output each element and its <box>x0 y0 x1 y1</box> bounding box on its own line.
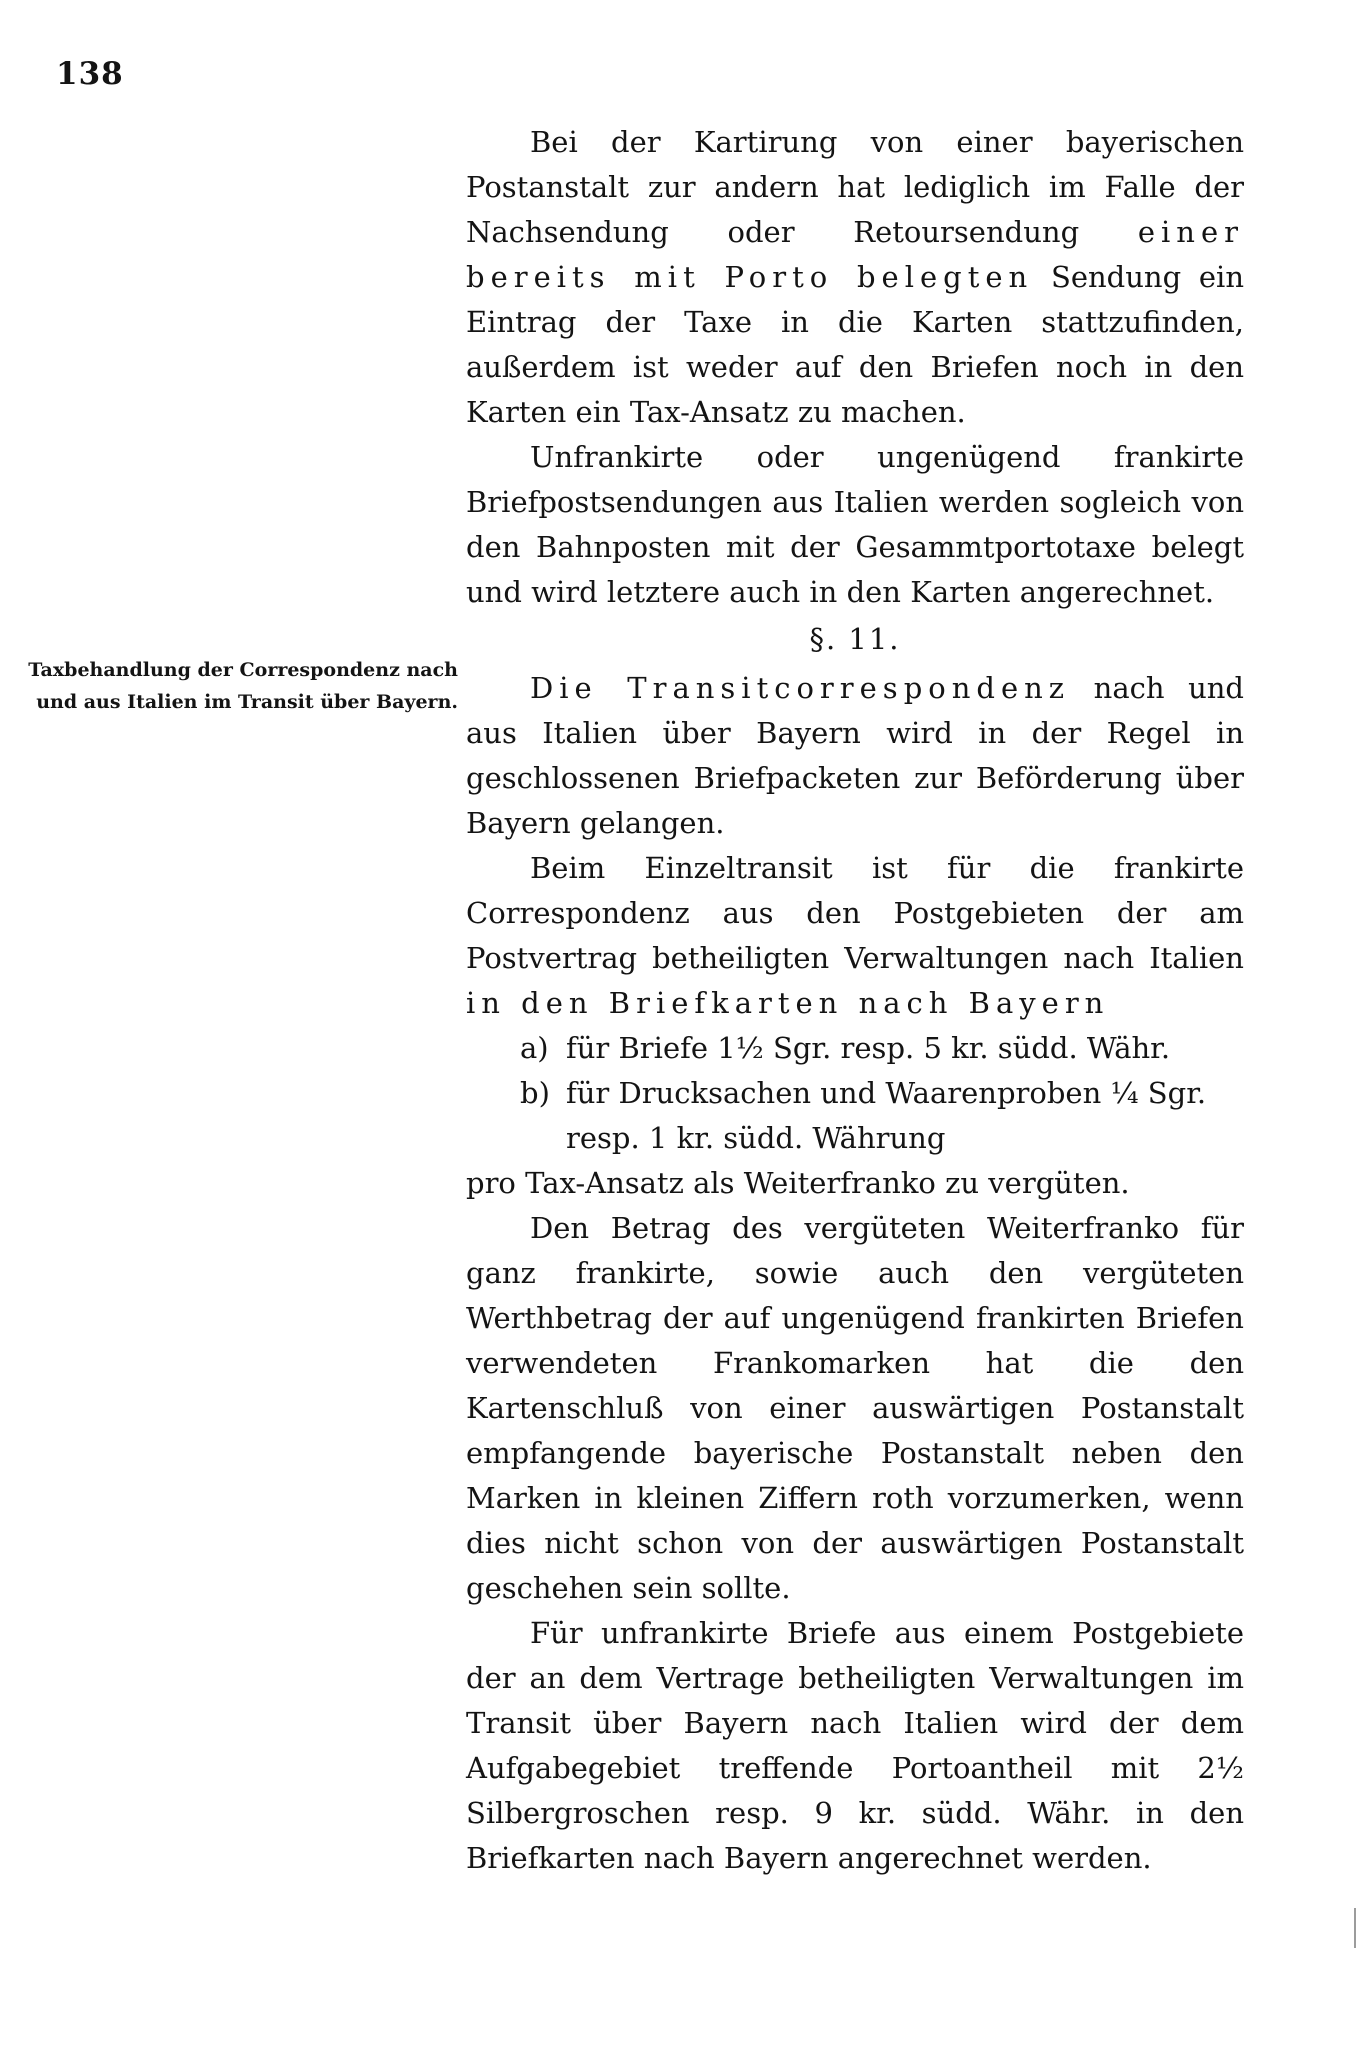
rate-list <box>466 1026 1244 1161</box>
paragraph-2: Unfrankirte oder ungenügend frankirte Briefpostsendungen aus Italien werden sogleich von den Bahnposten mit der Gesammtportotaxe belegt und wird letztere auch in den Karten angerechnet. <box>466 440 1244 609</box>
margin-note <box>28 654 458 718</box>
list-item <box>520 1026 1244 1071</box>
paragraph-1-emphasis: einer bereits mit Porto belegten <box>466 215 1244 294</box>
list-item-marker: a) <box>520 1031 549 1065</box>
paragraph-3-rest: nach und aus Italien über Bayern wird in der Regel in geschlossenen Briefpacketen zur Beförderung über Bayern gelangen. <box>466 671 1244 840</box>
margin-note-line-2: und aus Italien im Transit über Bayern. <box>36 691 458 713</box>
paragraph-3-emphasis: Die Transitcorrespondenz <box>530 671 1071 705</box>
page-number: 138 <box>56 56 124 92</box>
paragraph-1-text: Bei der Kartirung von einer bayerischen Postanstalt zur andern hat lediglich im Falle der Nachsendung oder Retoursendung <box>466 125 1244 249</box>
paragraph-4-text: Beim Einzeltransit ist für die frankirte Correspondenz aus den Postgebieten der am Postvertrag betheiligten Verwaltungen nach Italien <box>466 851 1244 975</box>
list-item-text: für Briefe 1½ Sgr. resp. 5 kr. südd. Währ. <box>566 1031 1171 1065</box>
paragraph-4-emphasis: in den Briefkarten nach Bayern <box>466 986 1110 1020</box>
scan-edge-mark <box>1354 1908 1356 1948</box>
paragraph-1-rest: Sendung ein Eintrag der Taxe in die Karten stattzufinden, außerdem ist weder auf den Briefen noch in den Karten ein Tax-Ansatz zu machen. <box>466 260 1245 429</box>
list-item <box>520 1071 1244 1161</box>
paragraph-1 <box>466 120 1244 435</box>
margin-note-line-1: Taxbehandlung der Correspondenz nach <box>28 659 458 681</box>
main-text-column <box>466 120 1244 1881</box>
paragraph-6: Für unfrankirte Briefe aus einem Postgebiete der an dem Vertrage betheiligten Verwaltungen im Transit über Bayern nach Italien wird der dem Aufgabegebiet treffende Portoantheil mit 2½ Silbergroschen resp. 9 kr. südd. Währ. in den Briefkarten nach Bayern angerechnet werden. <box>466 1616 1244 1875</box>
list-item-marker: b) <box>520 1076 550 1110</box>
paragraph-4 <box>466 846 1244 1026</box>
section-heading: §. 11. <box>809 622 901 656</box>
paragraph-3 <box>466 666 1244 846</box>
list-item-text: für Drucksachen und Waarenproben ¼ Sgr. resp. 1 kr. südd. Währung <box>566 1076 1207 1155</box>
paragraph-5: Den Betrag des vergüteten Weiterfranko für ganz frankirte, sowie auch den vergüteten Werthbetrag der auf ungenügend frankirten Briefen verwendeten Frankomarken hat die den Kartenschluß von einer auswärtigen Postanstalt empfangende bayerische Postanstalt neben den Marken in kleinen Ziffern roth vorzumerken, wenn dies nicht schon von der auswärtigen Postanstalt geschehen sein sollte. <box>466 1211 1244 1605</box>
paragraph-4-continuation: pro Tax-Ansatz als Weiterfranko zu vergüten. <box>466 1166 1130 1200</box>
